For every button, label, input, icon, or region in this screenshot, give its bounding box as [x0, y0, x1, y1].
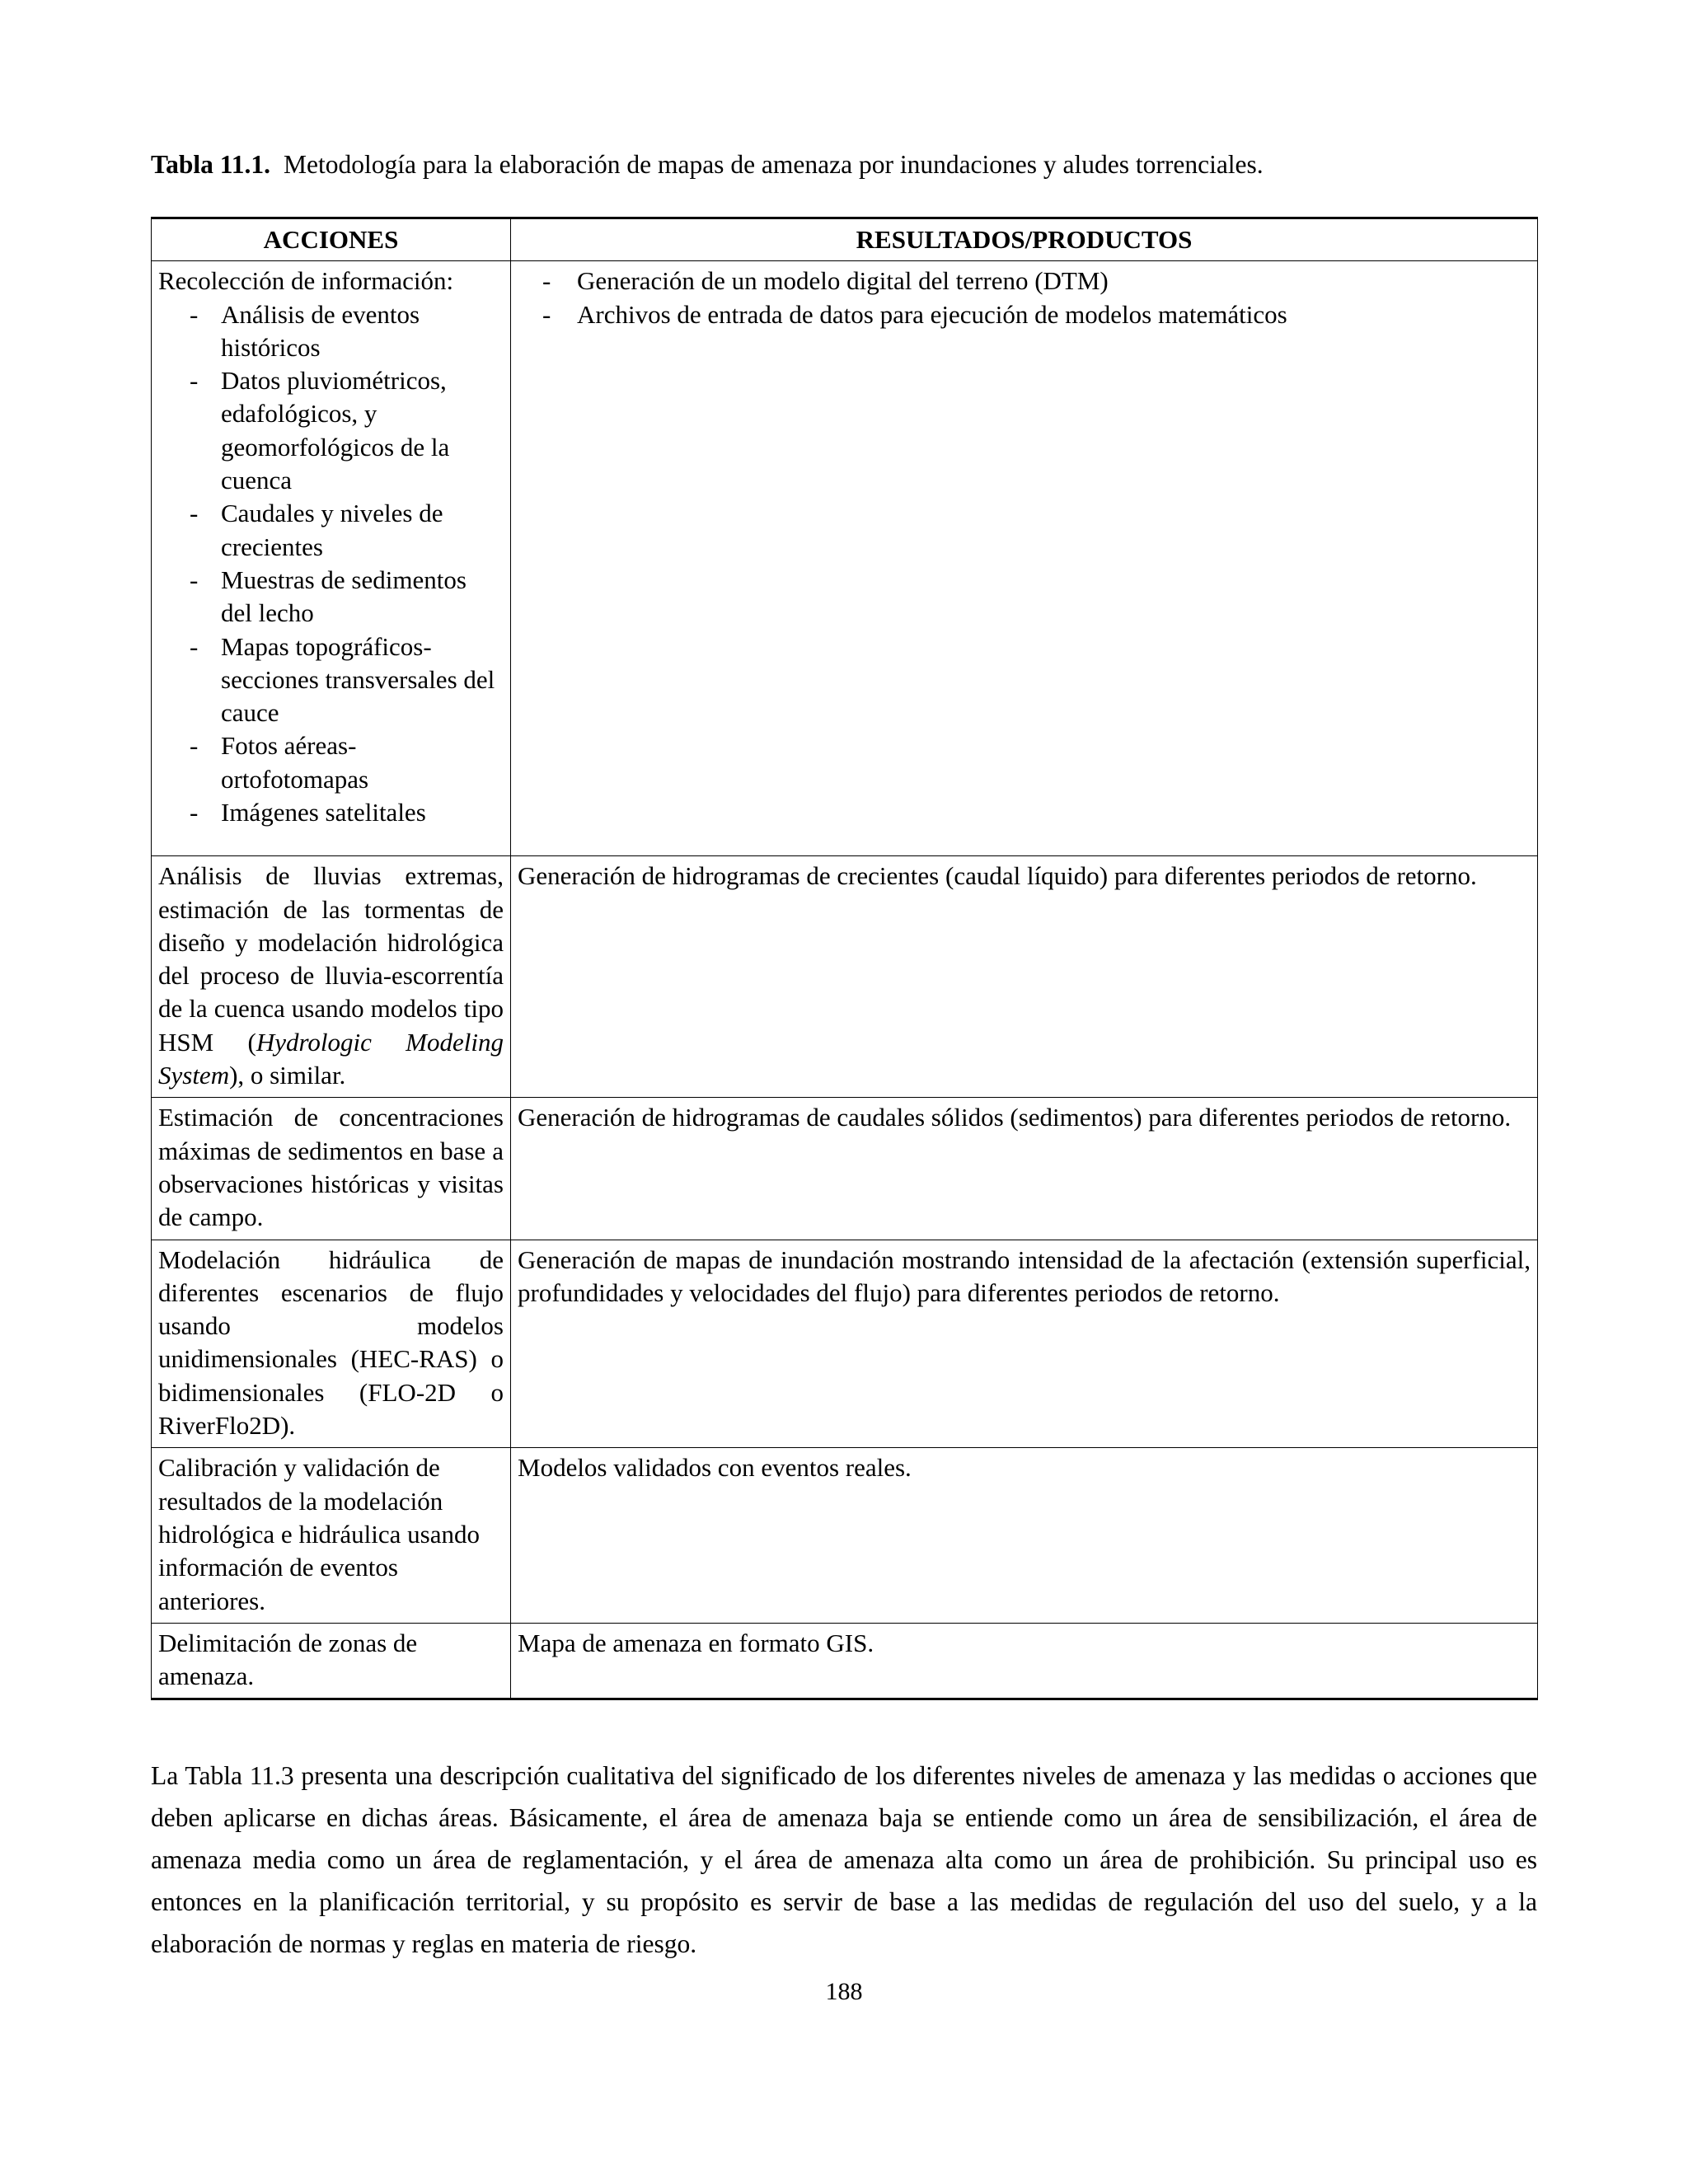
list-item: - Fotos aéreas-ortofotomapas: [158, 729, 504, 796]
list-item: - Caudales y niveles de crecientes: [158, 497, 504, 564]
list-item: - Generación de un modelo digital del terreno (DTM): [518, 265, 1531, 298]
metodologia-table: [151, 217, 1538, 1700]
acciones-list-1: [158, 298, 504, 830]
cell-resultados-3: Generación de hidrogramas de caudales sólidos (sedimentos) para diferentes periodos de retorno.: [511, 1098, 1538, 1240]
table-caption-text: Metodología para la elaboración de mapas de amenaza por inundaciones y aludes torrenciales.: [284, 150, 1264, 179]
body-paragraph: La Tabla 11.3 presenta una descripción cualitativa del significado de los diferentes niveles de amenaza y las medidas o acciones que deben aplicarse en dichas áreas. Básicamente, el área de amenaza baja se entiende como un área de sensibilización, el área de amenaza media como un área de reglamentación, y el área de amenaza alta como un área de prohibición. Su principal uso es entonces en la planificación territorial, y su propósito es servir de base a las medidas de regulación del uso del suelo, y a la elaboración de normas y reglas en materia de riesgo.: [151, 1761, 1537, 1959]
acciones-text-italic-2: Hydrologic Modeling System: [158, 1027, 504, 1090]
cell-acciones-3: Estimación de concentraciones máximas de sedimentos en base a observaciones históricas y visitas de campo.: [152, 1098, 511, 1240]
cell-resultados-4: Generación de mapas de inundación mostrando intensidad de la afectación (extensión superficial, profundidades y velocidades del flujo) para diferentes periodos de retorno.: [511, 1240, 1538, 1448]
table-row: [152, 1448, 1538, 1623]
column-header-acciones: ACCIONES: [152, 218, 511, 260]
table-row: [152, 1623, 1538, 1699]
page-content: [151, 148, 1537, 1965]
list-item: - Mapas topográficos-secciones transversales del cauce: [158, 630, 504, 730]
cell-acciones-6: Delimitación de zonas de amenaza.: [152, 1623, 511, 1699]
list-item: - Análisis de eventos históricos: [158, 298, 504, 365]
list-item: - Imágenes satelitales: [158, 796, 504, 829]
cell-resultados-1: [511, 261, 1538, 856]
cell-acciones-2: [152, 856, 511, 1098]
acciones-text-pre-2: Análisis de lluvias extremas, estimación de las tormentas de diseño y modelación hidrológica del proceso de lluvia-escorrentía de la cuenca usando modelos tipo HSM (: [158, 861, 504, 1057]
cell-acciones-1: [152, 261, 511, 856]
resultados-list-1: [518, 265, 1531, 331]
table-header-row: [152, 218, 1538, 260]
table-caption: [151, 148, 1537, 182]
acciones-lead-1: Recolección de información:: [158, 266, 454, 296]
acciones-text-post-2: ), o similar.: [229, 1061, 346, 1090]
list-item: - Muestras de sedimentos del lecho: [158, 564, 504, 630]
cell-resultados-6: Mapa de amenaza en formato GIS.: [511, 1623, 1538, 1699]
table-header: [152, 218, 1538, 260]
column-header-resultados: RESULTADOS/PRODUCTOS: [511, 218, 1538, 260]
table-row: [152, 261, 1538, 856]
page-number: 188: [825, 1978, 863, 2005]
table-caption-label: Tabla 11.1.: [151, 150, 271, 179]
cell-spacer: [158, 829, 504, 851]
table-row: [152, 1098, 1538, 1240]
table-row: [152, 1240, 1538, 1448]
table-body: [152, 261, 1538, 1699]
cell-resultados-2: Generación de hidrogramas de crecientes (caudal líquido) para diferentes periodos de retorno.: [511, 856, 1538, 1098]
cell-acciones-5: Calibración y validación de resultados de la modelación hidrológica e hidráulica usando información de eventos anteriores.: [152, 1448, 511, 1623]
cell-resultados-5: Modelos validados con eventos reales.: [511, 1448, 1538, 1623]
table-row: [152, 856, 1538, 1098]
list-item: - Datos pluviométricos, edafológicos, y geomorfológicos de la cuenca: [158, 364, 504, 497]
list-item: - Archivos de entrada de datos para ejecución de modelos matemáticos: [518, 298, 1531, 331]
cell-acciones-4: Modelación hidráulica de diferentes escenarios de flujo usando modelos unidimensionales (HEC-RAS) o bidimensionales (FLO-2D o RiverFlo2D).: [152, 1240, 511, 1448]
